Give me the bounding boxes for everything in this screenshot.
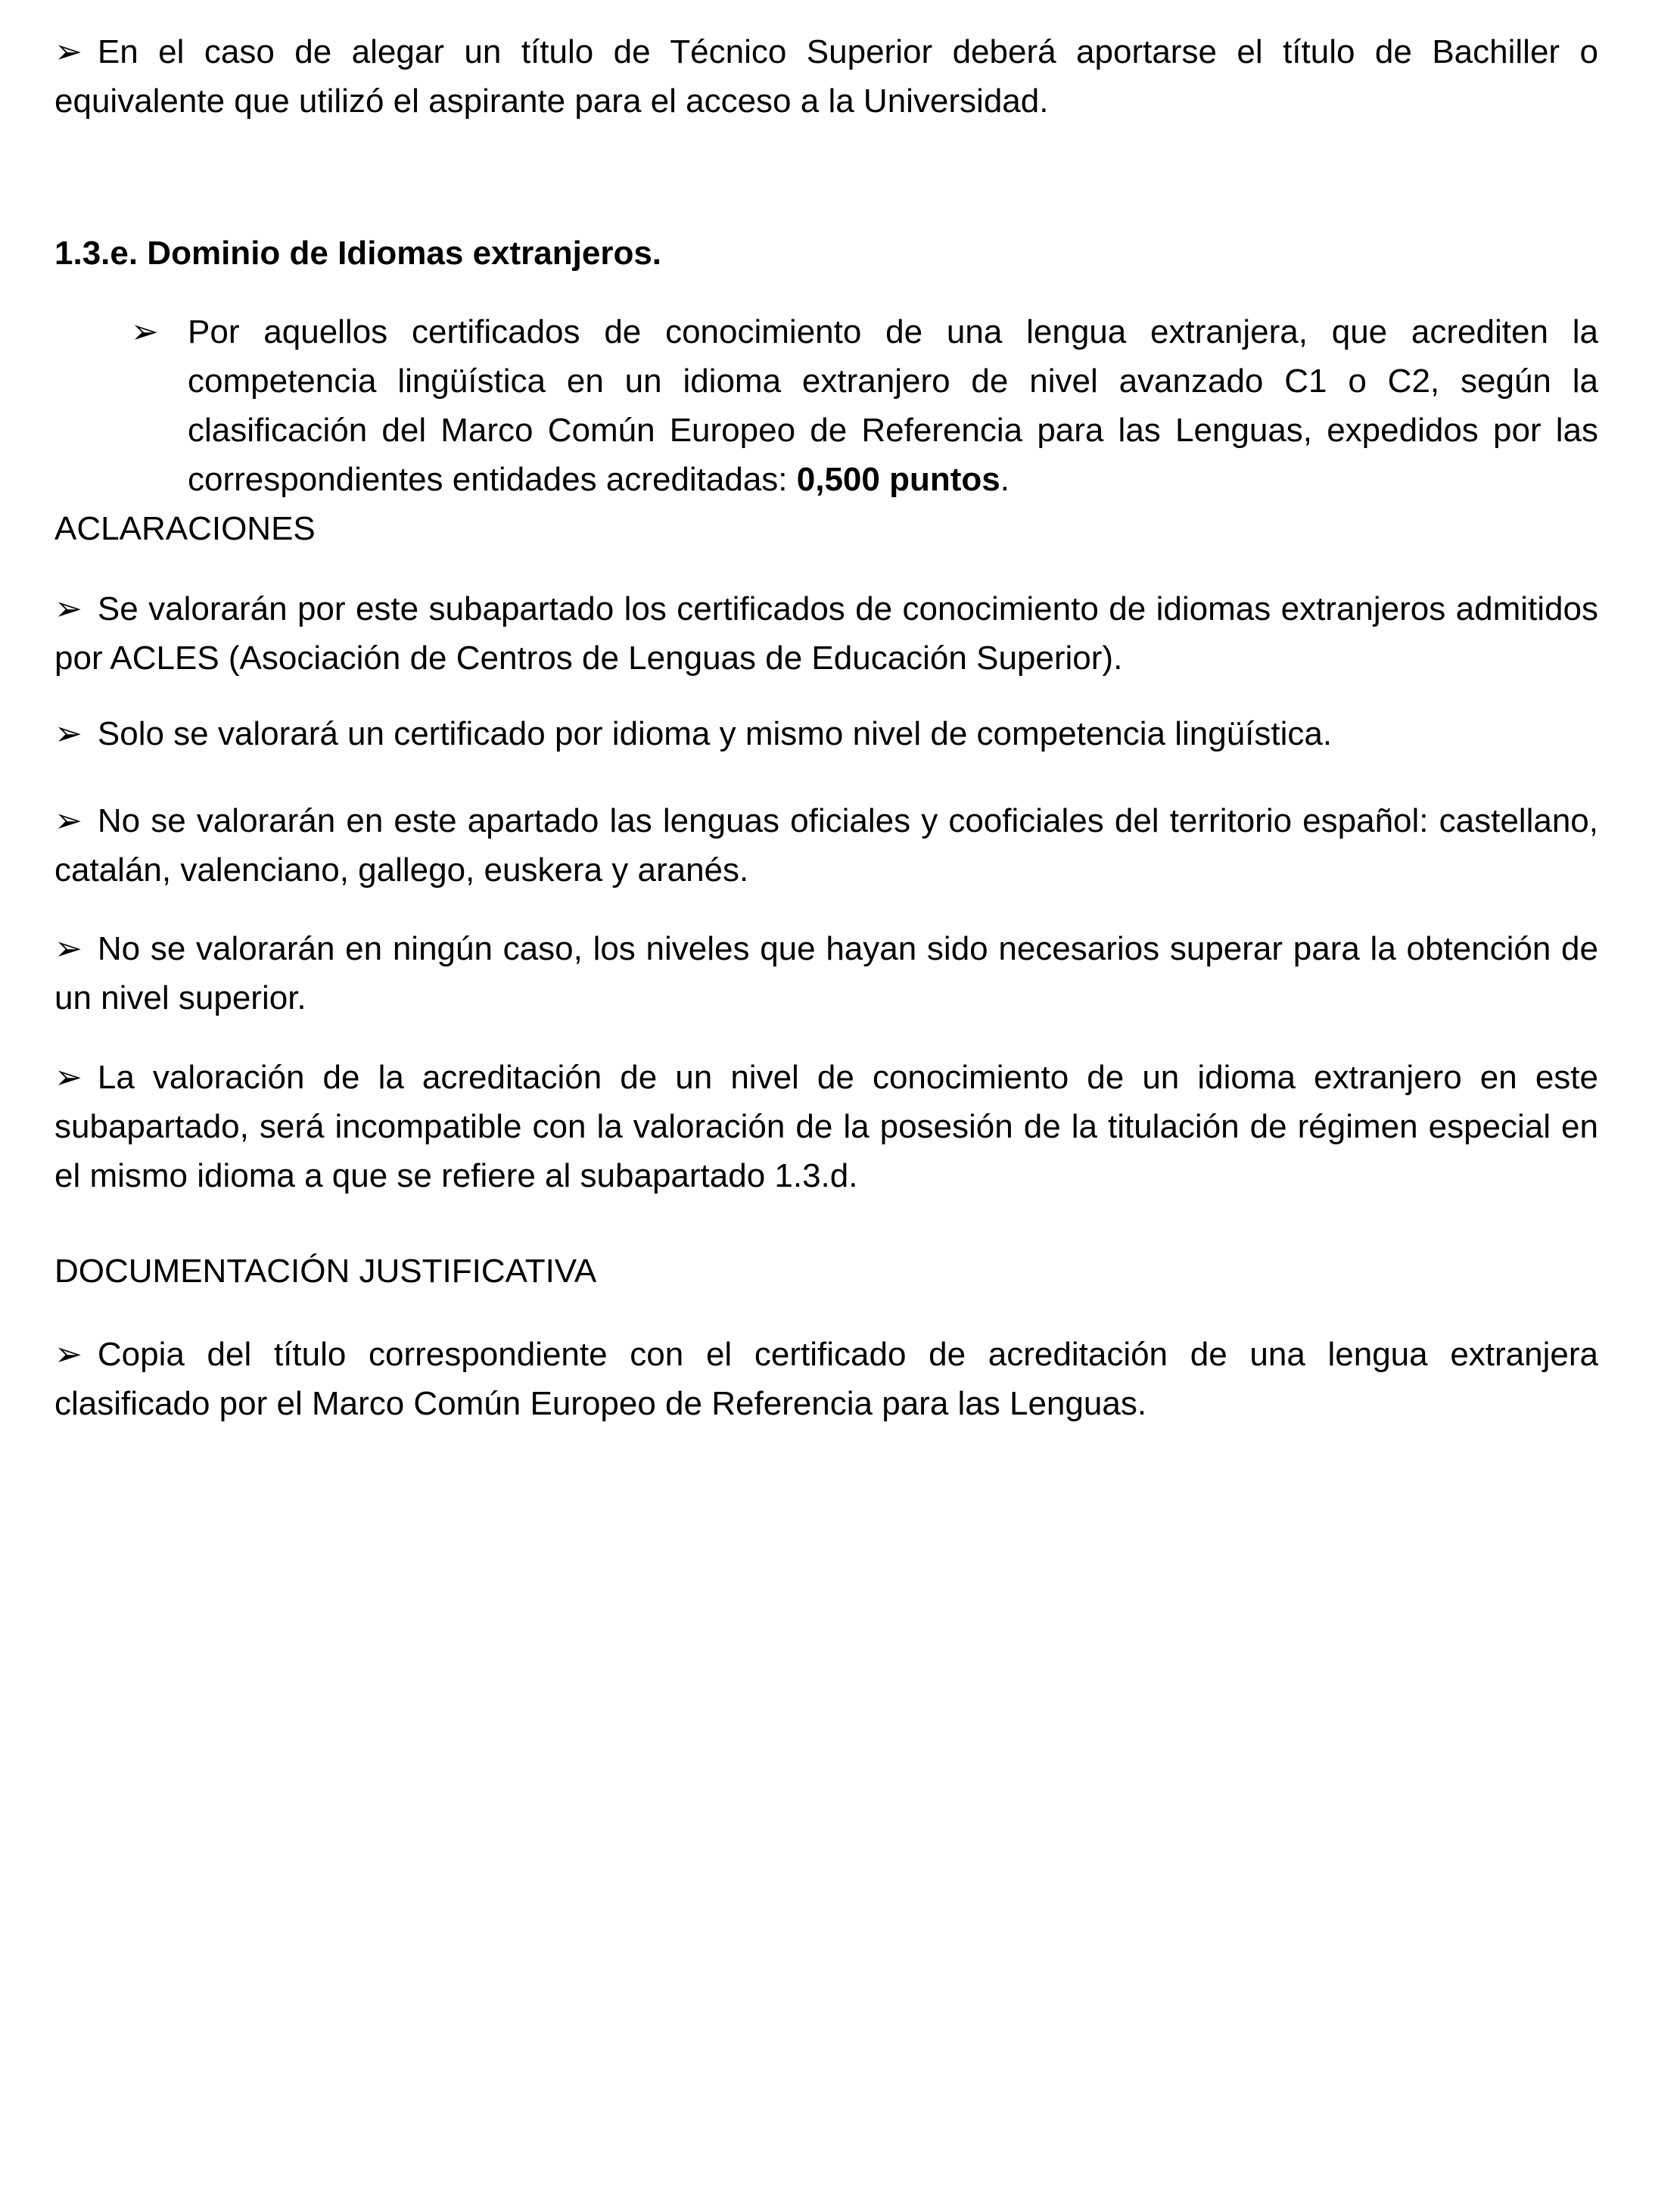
arrow-bullet-icon: ➢: [54, 802, 82, 839]
aclaraciones-bullet-3: [54, 796, 1598, 895]
intro-bullet-paragraph: [54, 27, 1598, 126]
arrow-bullet-icon: ➢: [54, 590, 82, 627]
aclaraciones-bullet-1: [54, 584, 1598, 683]
section-heading: 1.3.e. Dominio de Idiomas extranjeros.: [54, 235, 662, 272]
aclaraciones-bullet-1-text: Se valorarán por este subapartado los certificados de conocimiento de idiomas extranjeros admitidos por ACLES (Asociación de Centros de Lenguas de Educación Superior).: [54, 590, 1598, 677]
arrow-bullet-icon: ➢: [54, 715, 82, 752]
aclaraciones-bullet-2-text: Solo se valorará un certificado por idioma y mismo nivel de competencia lingüística.: [97, 715, 1333, 752]
documentacion-heading: DOCUMENTACIÓN JUSTIFICATIVA: [54, 1253, 597, 1290]
aclaraciones-bullet-5: [54, 1053, 1598, 1200]
certificates-bullet-item: [54, 307, 1598, 504]
documentacion-bullet-1: [54, 1330, 1598, 1428]
documentacion-bullet-1-text: Copia del título correspondiente con el certificado de acreditación de una lengua extranjera clasificado por el Marco Común Europeo de Referencia para las Lenguas.: [54, 1336, 1598, 1422]
points-value: 0,500 puntos: [796, 461, 1000, 498]
certificates-bullet-paragraph: [188, 307, 1598, 504]
certificates-bullet-text: Por aquellos certificados de conocimiento de una lengua extranjera, que acrediten la competencia lingüística en un idioma extranjero de nivel avanzado C1 o C2, según la clasificación del Marco Común Europeo de Referencia para las Lenguas, expedidos por las correspondientes entidades acreditadas:: [188, 313, 1598, 498]
sentence-period: .: [1000, 461, 1010, 498]
arrow-bullet-icon: ➢: [54, 930, 82, 967]
aclaraciones-bullet-2: [54, 709, 1598, 758]
aclaraciones-bullet-4: [54, 924, 1598, 1023]
arrow-bullet-icon: ➢: [54, 1059, 82, 1096]
arrow-bullet-icon: ➢: [54, 1336, 82, 1373]
intro-bullet-text: En el caso de alegar un título de Técnico Superior deberá aportarse el título de Bachiller o equivalente que utilizó el aspirante para el acceso a la Universidad.: [54, 33, 1598, 120]
aclaraciones-bullet-5-text: La valoración de la acreditación de un nivel de conocimiento de un idioma extranjero en este subapartado, será incompatible con la valoración de la posesión de la titulación de régimen especial en el mismo idioma a que se refiere al subapartado 1.3.d.: [54, 1059, 1598, 1194]
arrow-bullet-icon: ➢: [54, 33, 82, 70]
aclaraciones-heading: ACLARACIONES: [54, 510, 316, 547]
aclaraciones-bullet-4-text: No se valorarán en ningún caso, los niveles que hayan sido necesarios superar para la obtención de un nivel superior.: [54, 930, 1598, 1016]
aclaraciones-bullet-3-text: No se valorarán en este apartado las lenguas oficiales y cooficiales del territorio español: castellano, catalán, valenciano, gallego, euskera y aranés.: [54, 802, 1598, 889]
arrow-bullet-icon: ➢: [131, 313, 159, 350]
